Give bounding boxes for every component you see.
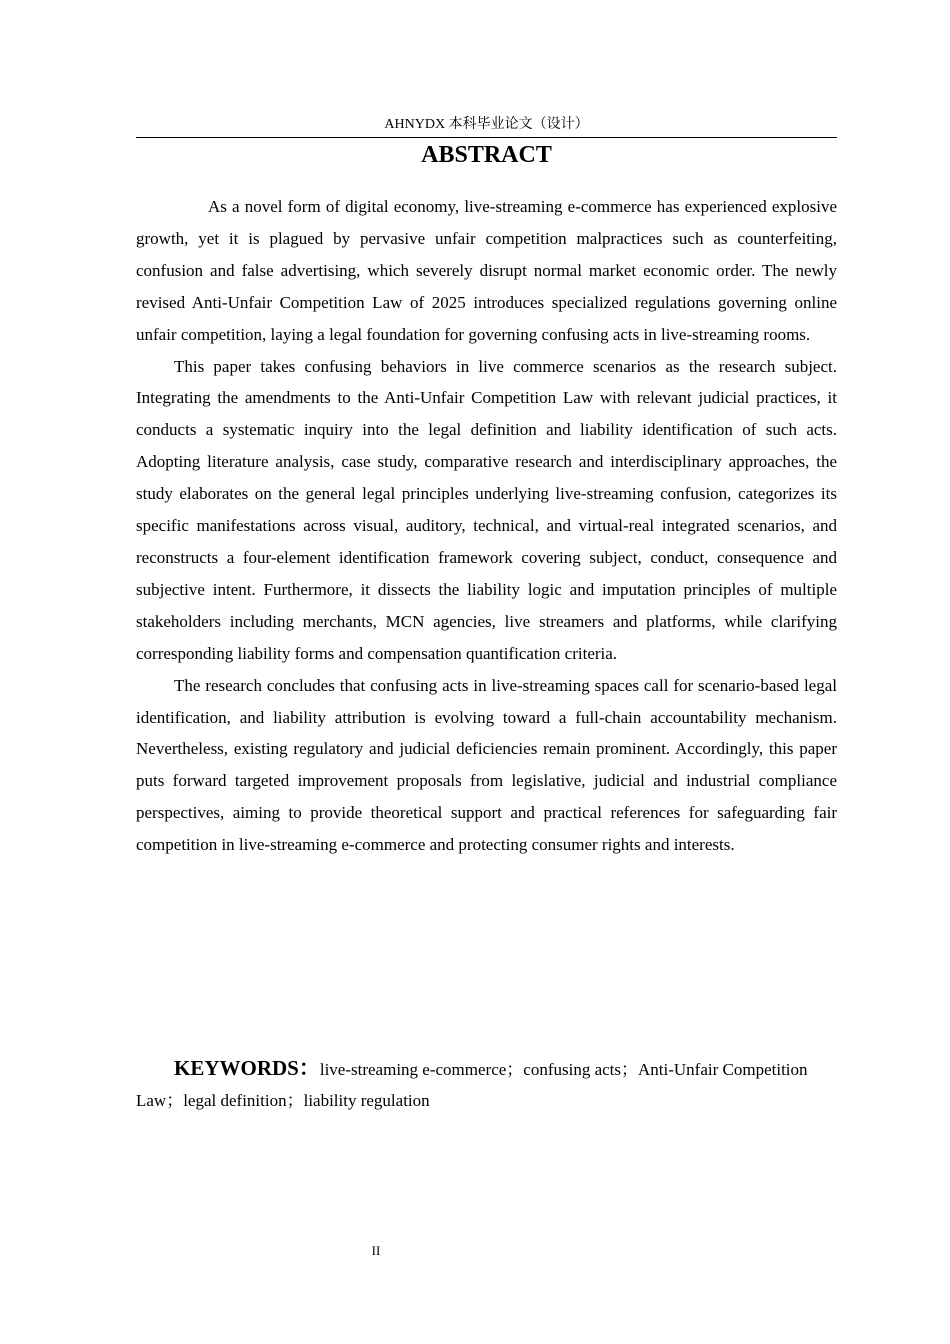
- abstract-paragraph-1: As a novel form of digital economy, live-streaming e-commerce has experienced explosive growth, yet it is plagued by pervasive unfair competition malpractices such as counterfeiting, confusion and false advertising, which severely disrupt normal market economic order. The newly revised Anti-Unfair Competition Law of 2025 introduces specialized regulations governing online unfair competition, laying a legal foundation for governing confusing acts in live-streaming rooms.: [136, 197, 837, 344]
- abstract-paragraph-2: This paper takes confusing behaviors in live commerce scenarios as the research subject. Integrating the amendments to the Anti-Unfair Competition Law with relevant judicial practices, it conducts a systematic inquiry into the legal definition and liability identification of such acts. Adopting literature analysis, case study, comparative research and interdisciplinary approaches, the study elaborates on the general legal principles underlying live-streaming confusion, categorizes its specific manifestations across visual, auditory, technical, and virtual-real integrated scenarios, and reconstructs a four-element identification framework covering subject, conduct, consequence and subjective intent. Furthermore, it dissects the liability logic and imputation principles of multiple stakeholders including merchants, MCN agencies, live streamers and platforms, while clarifying corresponding liability forms and compensation quantification criteria.: [136, 356, 837, 663]
- keywords-text: live-streaming e-commerce；confusing acts；Anti-Unfair Competition Law；legal definition；liability regulation: [136, 1060, 808, 1110]
- running-header: AHNYDX 本科毕业论文（设计）: [384, 117, 589, 132]
- abstract-paragraph-3: The research concludes that confusing acts in live-streaming spaces call for scenario-based legal identification, and liability attribution is evolving toward a full-chain accountability mechanism. Nevertheless, existing regulatory and judicial deficiencies remain prominent. Accordingly, this paper puts forward targeted improvement proposals from legislative, judicial and industrial compliance perspectives, aiming to provide theoretical support and practical references for safeguarding fair competition in live-streaming e-commerce and protecting consumer rights and interests.: [136, 675, 837, 855]
- page-number: II: [371, 1243, 381, 1258]
- abstract-body: [136, 191, 837, 861]
- header-rule: [136, 137, 837, 138]
- keywords-block: [136, 1053, 837, 1116]
- abstract-title: ABSTRACT: [421, 142, 552, 168]
- keywords-label: KEYWORDS：: [174, 1056, 320, 1080]
